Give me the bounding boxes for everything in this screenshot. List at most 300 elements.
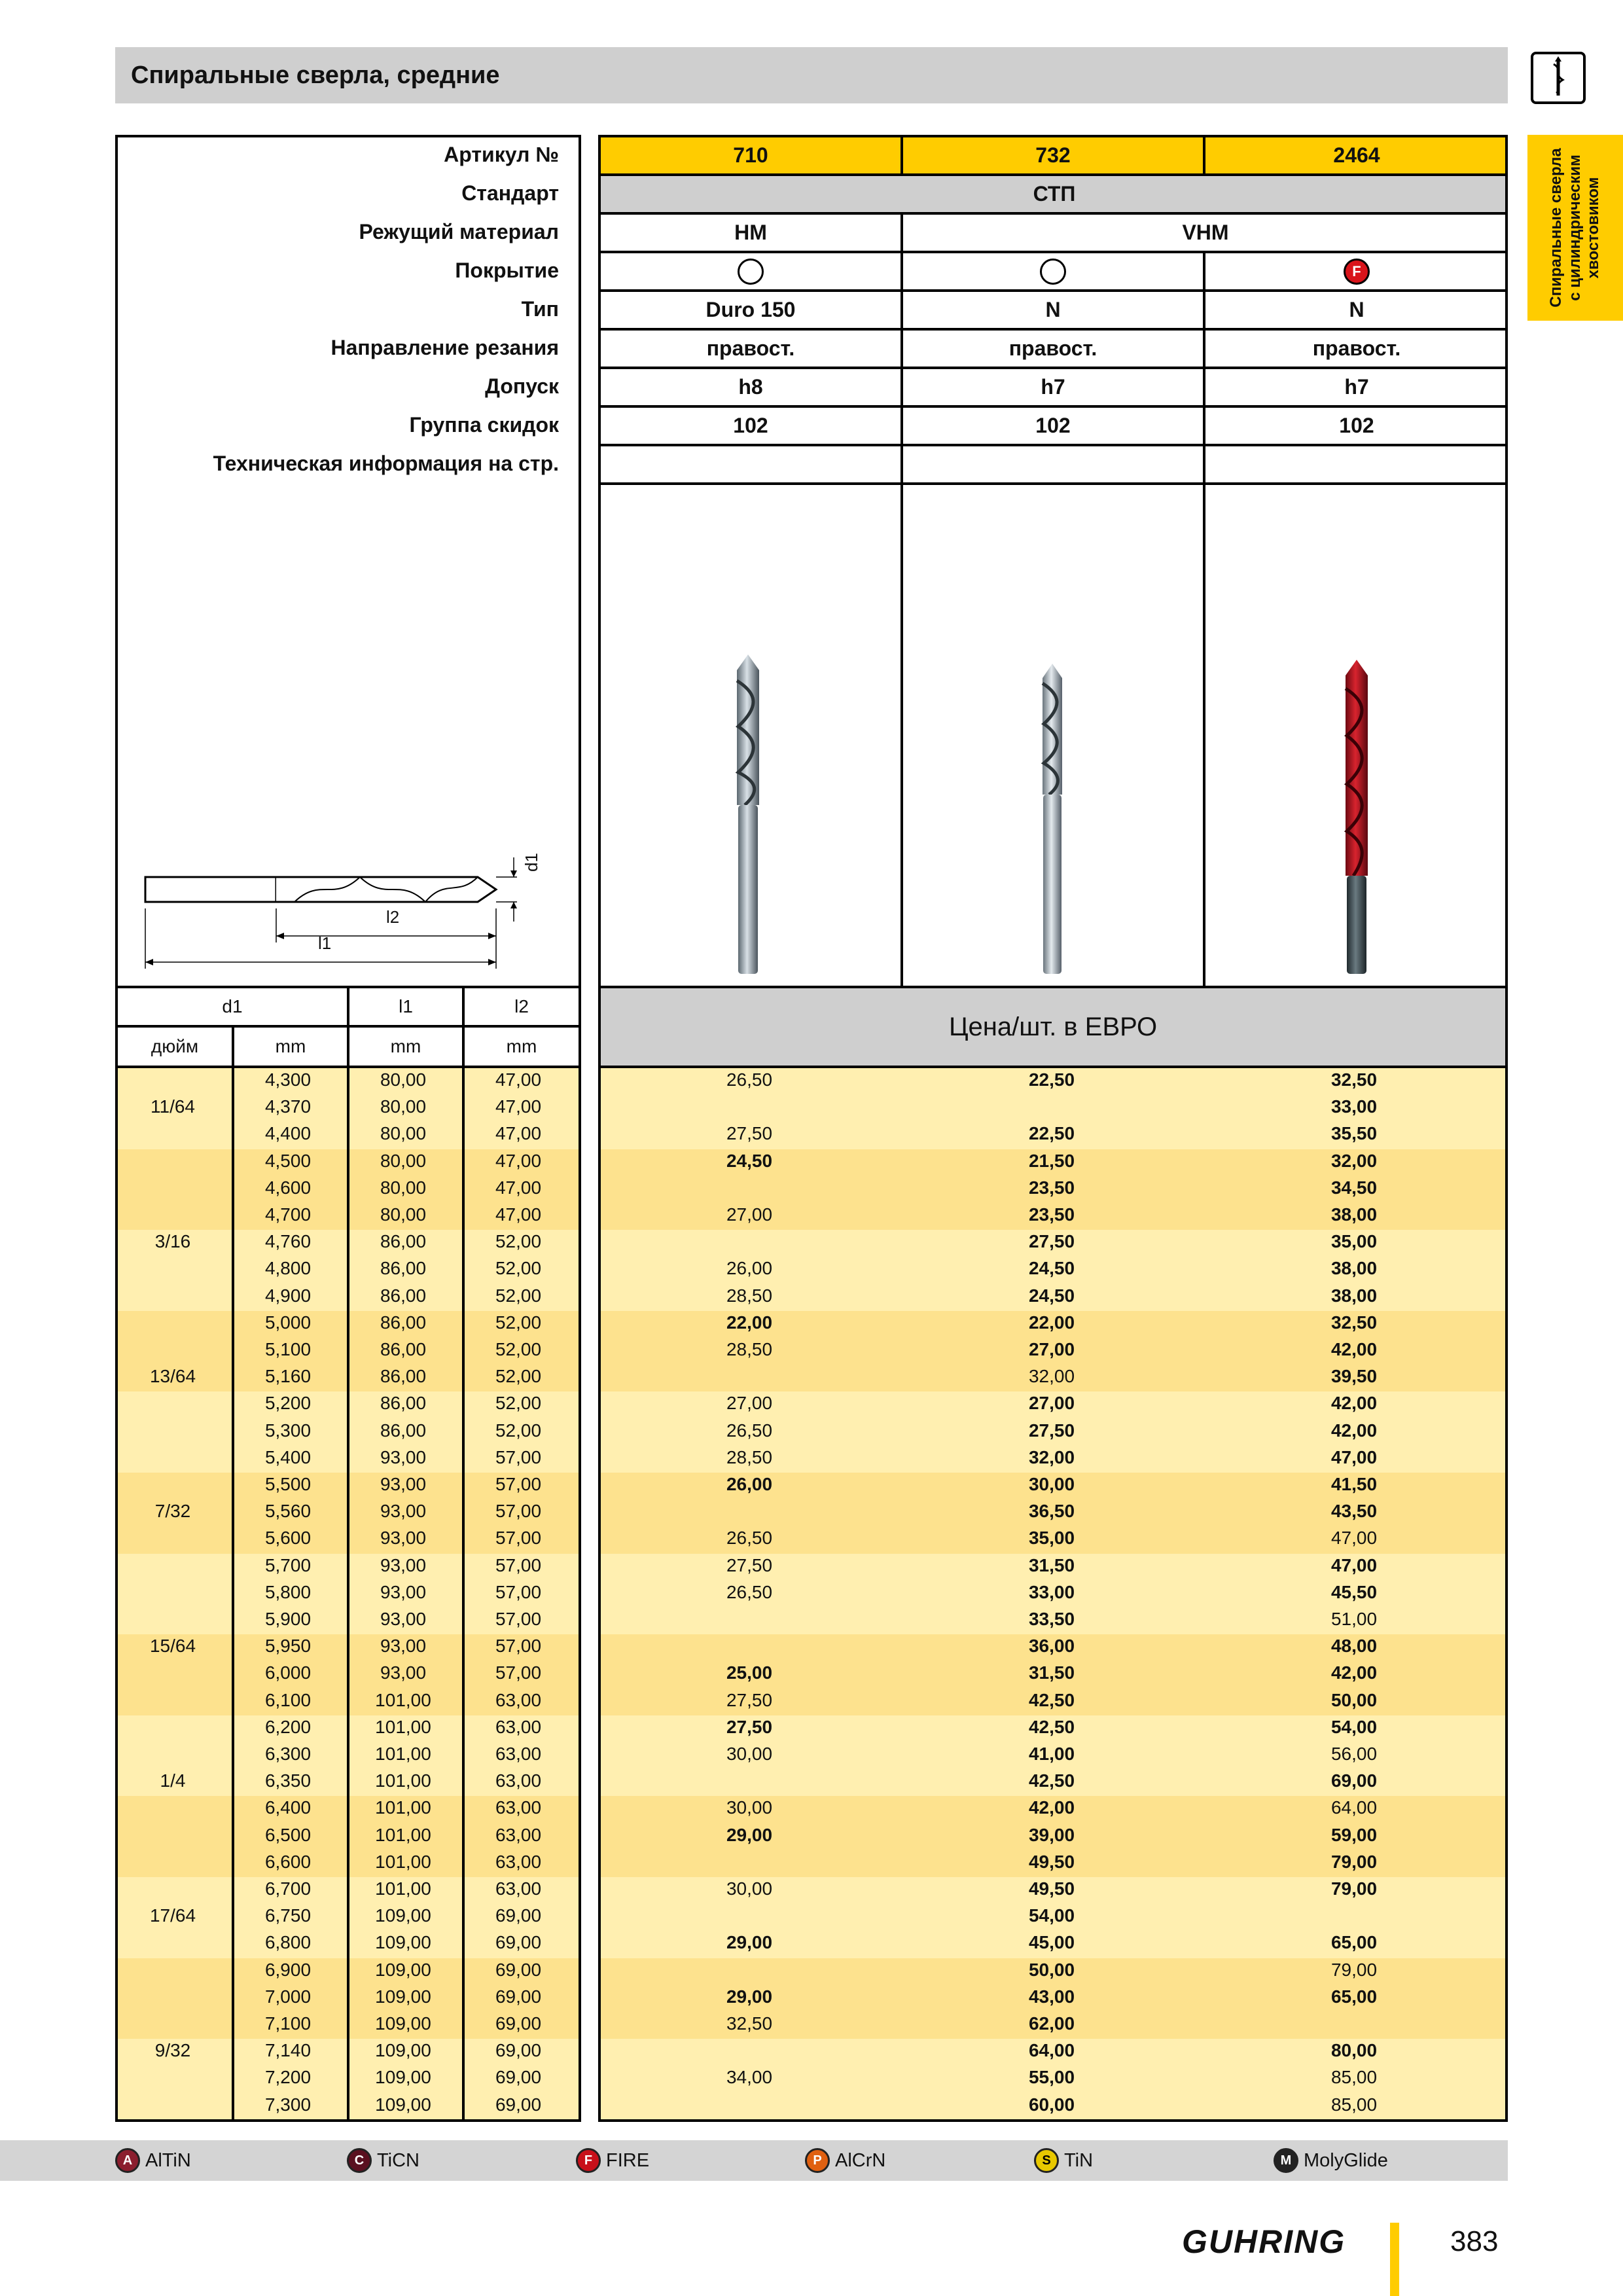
cell-price-710: 22,00 xyxy=(726,1312,773,1333)
cell-l1: 101,00 xyxy=(375,1797,431,1818)
cell-l1: 86,00 xyxy=(380,1231,427,1252)
cell-price-2464: 69,00 xyxy=(1330,1770,1378,1791)
cell-price-2464: 50,00 xyxy=(1330,1689,1378,1710)
cell-d1: 4,800 xyxy=(264,1258,312,1279)
cell-price-710: 27,50 xyxy=(726,1689,773,1710)
cell-price-2464: 47,00 xyxy=(1330,1446,1378,1467)
cell-price-710: 30,00 xyxy=(726,1878,773,1899)
cell-l2: 52,00 xyxy=(495,1366,542,1387)
cell-price-732: 42,50 xyxy=(1028,1770,1075,1791)
diagram-label-d1: d1 xyxy=(521,853,541,872)
cell-price-710: 27,00 xyxy=(726,1204,773,1225)
cell-price-732: 62,00 xyxy=(1028,2013,1075,2034)
cell-l2: 69,00 xyxy=(495,2094,542,2115)
cell-l1: 80,00 xyxy=(380,1123,427,1144)
cell-l1: 101,00 xyxy=(375,1824,431,1845)
drill-dimension-diagram xyxy=(137,831,517,982)
cell-l1: 93,00 xyxy=(380,1501,427,1522)
cell-l1: 109,00 xyxy=(375,1932,431,1953)
side-tab-line1: Спиральные сверла xyxy=(1546,148,1565,308)
cell-price-732: 27,50 xyxy=(1028,1420,1075,1441)
cell-price-2464: 47,00 xyxy=(1330,1554,1378,1575)
cell-d1: 5,600 xyxy=(264,1528,312,1549)
cell-d1: 6,000 xyxy=(264,1662,312,1683)
cell-l1: 101,00 xyxy=(375,1744,431,1764)
cell-price-732: 42,50 xyxy=(1028,1689,1075,1710)
cell-d1: 4,760 xyxy=(264,1231,312,1252)
spec-labels-panel xyxy=(115,135,581,988)
article-2464: 2464 xyxy=(1205,137,1508,173)
legend-label: FIRE xyxy=(606,2149,650,2171)
cell-price-732: 33,50 xyxy=(1028,1609,1075,1629)
direction-710: правост. xyxy=(706,336,795,360)
cell-d1: 6,500 xyxy=(264,1824,312,1845)
cell-d1: 4,700 xyxy=(264,1204,312,1225)
cell-price-732: 32,00 xyxy=(1028,1446,1075,1467)
cell-d1: 4,400 xyxy=(264,1123,312,1144)
label-coating: Покрытие xyxy=(455,259,559,282)
cell-price-732: 43,00 xyxy=(1028,1986,1075,2007)
cell-price-710: 26,50 xyxy=(726,1420,773,1441)
cell-d1: 5,200 xyxy=(264,1393,312,1414)
cell-d1: 6,700 xyxy=(264,1878,312,1899)
label-article: Артикул № xyxy=(444,143,559,166)
label-standard: Стандарт xyxy=(461,181,559,205)
coating-cell-732 xyxy=(903,253,1203,289)
cell-price-2464: 85,00 xyxy=(1330,2067,1378,2088)
side-tab-line2: с цилиндрическим xyxy=(1565,154,1584,301)
cell-price-2464: 64,00 xyxy=(1330,1797,1378,1818)
cell-price-2464: 38,00 xyxy=(1330,1258,1378,1279)
legend-label: AlTiN xyxy=(145,2149,191,2171)
drill-image-710 xyxy=(725,655,771,975)
page-title: Спиральные сверла, средние xyxy=(131,62,500,89)
cell-price-732: 54,00 xyxy=(1028,1905,1075,1926)
cell-l1: 101,00 xyxy=(375,1689,431,1710)
cell-price-2464: 32,50 xyxy=(1330,1069,1378,1090)
side-category-tab xyxy=(1527,135,1623,321)
cell-price-2464: 54,00 xyxy=(1330,1716,1378,1737)
cell-price-2464: 51,00 xyxy=(1330,1609,1378,1629)
cell-price-2464: 38,00 xyxy=(1330,1285,1378,1306)
cell-price-710: 26,00 xyxy=(726,1258,773,1279)
cell-price-732: 45,00 xyxy=(1028,1932,1075,1953)
cell-d1: 6,600 xyxy=(264,1851,312,1872)
cell-l2: 63,00 xyxy=(495,1797,542,1818)
drill-image-732 xyxy=(1029,664,1075,975)
cell-l2: 57,00 xyxy=(495,1581,542,1602)
cell-d1: 6,350 xyxy=(264,1770,312,1791)
cell-l2: 47,00 xyxy=(495,1123,542,1144)
cell-price-732: 27,50 xyxy=(1028,1231,1075,1252)
cell-price-2464: 42,00 xyxy=(1330,1339,1378,1359)
cell-l1: 80,00 xyxy=(380,1204,427,1225)
cell-price-2464: 41,50 xyxy=(1330,1474,1378,1494)
tolerance-710: h8 xyxy=(738,375,763,399)
cell-d1: 4,600 xyxy=(264,1177,312,1198)
cell-d1: 4,900 xyxy=(264,1285,312,1306)
cell-l2: 47,00 xyxy=(495,1069,542,1090)
article-732: 732 xyxy=(903,137,1203,173)
material-vhm: VHM xyxy=(1182,221,1229,244)
cell-price-732: 23,50 xyxy=(1028,1204,1075,1225)
cell-price-2464: 48,00 xyxy=(1330,1636,1378,1657)
cell-price-2464: 42,00 xyxy=(1330,1393,1378,1414)
cell-l2: 69,00 xyxy=(495,2013,542,2034)
cell-l1: 93,00 xyxy=(380,1581,427,1602)
cell-d1: 7,000 xyxy=(264,1986,312,2007)
cell-l2: 52,00 xyxy=(495,1231,542,1252)
cell-price-732: 39,00 xyxy=(1028,1824,1075,1845)
cell-d1: 7,200 xyxy=(264,2067,312,2088)
cell-l2: 63,00 xyxy=(495,1744,542,1764)
cell-l1: 101,00 xyxy=(375,1851,431,1872)
uncoated-icon xyxy=(1040,259,1066,285)
cell-price-710: 26,50 xyxy=(726,1069,773,1090)
cell-d1: 6,100 xyxy=(264,1689,312,1710)
coating-legend xyxy=(0,2140,1508,2181)
tin-coating-icon: S xyxy=(1034,2148,1059,2173)
cell-l1: 86,00 xyxy=(380,1366,427,1387)
cell-l1: 93,00 xyxy=(380,1609,427,1629)
cell-l1: 101,00 xyxy=(375,1716,431,1737)
cell-price-710: 28,50 xyxy=(726,1285,773,1306)
cell-l1: 109,00 xyxy=(375,1959,431,1980)
cell-l2: 47,00 xyxy=(495,1096,542,1117)
cell-inch: 9/32 xyxy=(154,2040,191,2061)
cell-l1: 80,00 xyxy=(380,1096,427,1117)
legend-label: MolyGlide xyxy=(1304,2149,1388,2171)
cell-price-732: 23,50 xyxy=(1028,1177,1075,1198)
cell-price-710: 28,50 xyxy=(726,1339,773,1359)
price-table-border xyxy=(598,1068,1508,2122)
cell-price-2464: 79,00 xyxy=(1330,1851,1378,1872)
cell-d1: 5,100 xyxy=(264,1339,312,1359)
cell-l1: 93,00 xyxy=(380,1528,427,1549)
cell-price-732: 24,50 xyxy=(1028,1285,1075,1306)
col-header-mm-l2: mm xyxy=(506,1036,537,1056)
legend-label: TiCN xyxy=(377,2149,419,2171)
cell-l1: 109,00 xyxy=(375,1905,431,1926)
cell-l1: 86,00 xyxy=(380,1285,427,1306)
discount-732: 102 xyxy=(1035,414,1071,437)
cell-price-732: 27,00 xyxy=(1028,1339,1075,1359)
tolerance-732: h7 xyxy=(1041,375,1065,399)
type-710: Duro 150 xyxy=(705,298,796,321)
altin-coating-icon: A xyxy=(115,2148,140,2173)
cell-l2: 57,00 xyxy=(495,1528,542,1549)
cell-price-710: 30,00 xyxy=(726,1744,773,1764)
cell-l2: 47,00 xyxy=(495,1204,542,1225)
cell-price-2464: 32,50 xyxy=(1330,1312,1378,1333)
cell-price-2464: 85,00 xyxy=(1330,2094,1378,2115)
cell-price-732: 22,50 xyxy=(1028,1123,1075,1144)
cell-l1: 101,00 xyxy=(375,1878,431,1899)
dimension-header xyxy=(115,988,581,1068)
cell-d1: 5,560 xyxy=(264,1501,312,1522)
cell-l1: 80,00 xyxy=(380,1150,427,1171)
article-710: 710 xyxy=(601,137,901,173)
cell-inch: 13/64 xyxy=(149,1366,196,1387)
cell-price-732: 60,00 xyxy=(1028,2094,1075,2115)
cell-d1: 7,100 xyxy=(264,2013,312,2034)
cell-price-732: 32,00 xyxy=(1028,1366,1075,1387)
cell-d1: 6,400 xyxy=(264,1797,312,1818)
coating-cell-2464 xyxy=(1205,253,1508,289)
cell-price-2464: 65,00 xyxy=(1330,1986,1378,2007)
col-header-mm-l1: mm xyxy=(390,1036,421,1056)
col-header-inch: дюйм xyxy=(151,1036,199,1056)
cell-price-2464: 34,50 xyxy=(1330,1177,1378,1198)
material-hm: HM xyxy=(734,221,767,244)
cell-price-732: 30,00 xyxy=(1028,1474,1075,1494)
legend-label: TiN xyxy=(1064,2149,1094,2171)
fire-coating-icon: F xyxy=(576,2148,601,2173)
label-discount: Группа скидок xyxy=(409,413,559,437)
cell-l2: 52,00 xyxy=(495,1393,542,1414)
legend-item-alcrn xyxy=(805,2148,885,2173)
discount-710: 102 xyxy=(733,414,768,437)
cell-l2: 69,00 xyxy=(495,1905,542,1926)
fire-coating-icon: F xyxy=(1344,259,1370,285)
cell-inch: 15/64 xyxy=(149,1636,196,1657)
cell-price-732: 42,00 xyxy=(1028,1797,1075,1818)
cell-price-2464: 32,00 xyxy=(1330,1150,1378,1171)
direction-2464: правост. xyxy=(1312,336,1401,360)
cell-price-732: 22,50 xyxy=(1028,1069,1075,1090)
direction-732: правост. xyxy=(1008,336,1097,360)
cell-d1: 5,000 xyxy=(264,1312,312,1333)
cell-d1: 6,750 xyxy=(264,1905,312,1926)
cell-price-2464: 42,00 xyxy=(1330,1420,1378,1441)
cell-l1: 109,00 xyxy=(375,2094,431,2115)
cell-l2: 52,00 xyxy=(495,1339,542,1359)
cell-inch: 7/32 xyxy=(154,1501,191,1522)
cell-l1: 86,00 xyxy=(380,1420,427,1441)
cell-price-710: 34,00 xyxy=(726,2067,773,2088)
cell-price-2464: 42,00 xyxy=(1330,1662,1378,1683)
cell-price-2464: 79,00 xyxy=(1330,1878,1378,1899)
type-2464: N xyxy=(1349,298,1364,321)
cell-l2: 52,00 xyxy=(495,1258,542,1279)
cell-price-2464: 39,50 xyxy=(1330,1366,1378,1387)
cell-price-732: 21,50 xyxy=(1028,1150,1075,1171)
page-number: 383 xyxy=(1450,2225,1499,2257)
alcrn-coating-icon: P xyxy=(805,2148,830,2173)
cell-l1: 93,00 xyxy=(380,1474,427,1494)
cell-price-710: 27,50 xyxy=(726,1554,773,1575)
cell-d1: 4,300 xyxy=(264,1069,312,1090)
cell-l1: 93,00 xyxy=(380,1662,427,1683)
cell-l1: 93,00 xyxy=(380,1554,427,1575)
cell-price-732: 33,00 xyxy=(1028,1581,1075,1602)
cell-price-2464: 79,00 xyxy=(1330,1959,1378,1980)
molyglide-coating-icon: M xyxy=(1274,2148,1298,2173)
cell-l2: 63,00 xyxy=(495,1824,542,1845)
uncoated-icon xyxy=(738,259,764,285)
cell-l1: 101,00 xyxy=(375,1770,431,1791)
product-header-panel xyxy=(598,135,1508,988)
cell-d1: 5,400 xyxy=(264,1446,312,1467)
cell-price-2464: 65,00 xyxy=(1330,1932,1378,1953)
cell-price-710: 27,00 xyxy=(726,1393,773,1414)
cell-d1: 7,300 xyxy=(264,2094,312,2115)
cell-d1: 5,700 xyxy=(264,1554,312,1575)
cell-d1: 5,300 xyxy=(264,1420,312,1441)
cell-l2: 57,00 xyxy=(495,1609,542,1629)
cell-price-732: 49,50 xyxy=(1028,1878,1075,1899)
cell-l2: 57,00 xyxy=(495,1554,542,1575)
cell-l1: 93,00 xyxy=(380,1636,427,1657)
legend-item-molyglide xyxy=(1274,2148,1388,2173)
cell-price-732: 31,50 xyxy=(1028,1554,1075,1575)
cell-d1: 5,160 xyxy=(264,1366,312,1387)
cell-price-732: 36,00 xyxy=(1028,1636,1075,1657)
cell-price-710: 27,50 xyxy=(726,1716,773,1737)
cell-l2: 69,00 xyxy=(495,1959,542,1980)
cell-d1: 4,500 xyxy=(264,1150,312,1171)
cell-inch: 11/64 xyxy=(151,1096,195,1117)
label-material: Режущий материал xyxy=(359,220,559,243)
cell-price-732: 64,00 xyxy=(1028,2040,1075,2061)
cell-inch: 3/16 xyxy=(154,1231,191,1252)
cell-price-2464: 59,00 xyxy=(1330,1824,1378,1845)
cell-l2: 63,00 xyxy=(495,1851,542,1872)
ticn-coating-icon: C xyxy=(347,2148,372,2173)
diagram-label-l1: l1 xyxy=(318,933,332,953)
page-title-bar xyxy=(115,47,1508,103)
cell-price-2464: 38,00 xyxy=(1330,1204,1378,1225)
cell-price-710: 26,00 xyxy=(726,1474,773,1494)
cell-l2: 69,00 xyxy=(495,2040,542,2061)
cell-price-710: 28,50 xyxy=(726,1446,773,1467)
cell-price-710: 26,50 xyxy=(726,1581,773,1602)
drill-image-2464 xyxy=(1334,660,1380,975)
standard-value: СТП xyxy=(601,176,1508,212)
cell-d1: 6,200 xyxy=(264,1716,312,1737)
cell-price-732: 49,50 xyxy=(1028,1851,1075,1872)
cell-price-2464: 56,00 xyxy=(1330,1744,1378,1764)
discount-2464: 102 xyxy=(1339,414,1374,437)
brand-logo: GUHRING xyxy=(1182,2223,1346,2260)
cell-l1: 86,00 xyxy=(380,1312,427,1333)
cell-price-710: 24,50 xyxy=(726,1150,773,1171)
cell-price-710: 29,00 xyxy=(726,1824,773,1845)
cell-d1: 5,950 xyxy=(264,1636,312,1657)
cell-l2: 52,00 xyxy=(495,1285,542,1306)
cell-d1: 5,500 xyxy=(264,1474,312,1494)
legend-label: AlCrN xyxy=(835,2149,886,2171)
cell-l1: 80,00 xyxy=(380,1069,427,1090)
cell-inch: 1/4 xyxy=(160,1770,186,1791)
cell-l2: 52,00 xyxy=(495,1312,542,1333)
cell-l1: 86,00 xyxy=(380,1393,427,1414)
cell-l2: 69,00 xyxy=(495,2067,542,2088)
type-732: N xyxy=(1045,298,1061,321)
cell-d1: 6,900 xyxy=(264,1959,312,1980)
cell-l2: 57,00 xyxy=(495,1636,542,1657)
label-tech-info: Техническая информация на стр. xyxy=(213,452,559,475)
cell-price-732: 41,00 xyxy=(1028,1744,1075,1764)
cell-d1: 5,900 xyxy=(264,1609,312,1629)
cell-price-732: 55,00 xyxy=(1028,2067,1075,2088)
cell-l2: 47,00 xyxy=(495,1177,542,1198)
cell-price-710: 29,00 xyxy=(726,1932,773,1953)
drill-category-icon xyxy=(1530,51,1586,105)
cell-price-710: 32,50 xyxy=(726,2013,773,2034)
cell-d1: 6,800 xyxy=(264,1932,312,1953)
col-header-l1: l1 xyxy=(399,996,413,1016)
diagram-label-l2: l2 xyxy=(386,907,400,927)
cell-price-732: 42,50 xyxy=(1028,1716,1075,1737)
cell-l2: 63,00 xyxy=(495,1716,542,1737)
cell-l2: 52,00 xyxy=(495,1420,542,1441)
cell-l2: 69,00 xyxy=(495,1932,542,1953)
cell-price-732: 22,00 xyxy=(1028,1312,1075,1333)
cell-d1: 4,370 xyxy=(264,1096,312,1117)
cell-l2: 57,00 xyxy=(495,1446,542,1467)
cell-d1: 6,300 xyxy=(264,1744,312,1764)
dimension-table-border xyxy=(115,1068,581,2122)
cell-price-2464: 45,50 xyxy=(1330,1581,1378,1602)
cell-price-732: 31,50 xyxy=(1028,1662,1075,1683)
cell-price-2464: 35,00 xyxy=(1330,1231,1378,1252)
label-direction: Направление резания xyxy=(330,336,559,359)
col-header-mm-d1: mm xyxy=(275,1036,306,1056)
col-header-l2: l2 xyxy=(514,996,529,1016)
col-header-d1: d1 xyxy=(222,996,243,1016)
cell-price-732: 27,00 xyxy=(1028,1393,1075,1414)
cell-price-732: 50,00 xyxy=(1028,1959,1075,1980)
cell-price-2464: 80,00 xyxy=(1330,2040,1378,2061)
cell-l1: 109,00 xyxy=(375,2067,431,2088)
cell-l1: 93,00 xyxy=(380,1446,427,1467)
legend-item-altin xyxy=(115,2148,191,2173)
cell-l2: 57,00 xyxy=(495,1662,542,1683)
cell-price-710: 25,00 xyxy=(726,1662,773,1683)
cell-l2: 63,00 xyxy=(495,1689,542,1710)
legend-item-ticn xyxy=(347,2148,419,2173)
cell-price-710: 26,50 xyxy=(726,1528,773,1549)
side-tab-line3: хвостовиком xyxy=(1584,177,1603,279)
legend-item-fire xyxy=(576,2148,649,2173)
coating-cell-710 xyxy=(601,253,901,289)
cell-price-732: 36,50 xyxy=(1028,1501,1075,1522)
cell-l1: 109,00 xyxy=(375,2040,431,2061)
cell-price-732: 24,50 xyxy=(1028,1258,1075,1279)
cell-l1: 80,00 xyxy=(380,1177,427,1198)
cell-l2: 57,00 xyxy=(495,1474,542,1494)
cell-l1: 86,00 xyxy=(380,1339,427,1359)
cell-price-732: 35,00 xyxy=(1028,1528,1075,1549)
legend-item-tin xyxy=(1034,2148,1093,2173)
cell-price-2464: 47,00 xyxy=(1330,1528,1378,1549)
cell-price-710: 29,00 xyxy=(726,1986,773,2007)
cell-l2: 63,00 xyxy=(495,1878,542,1899)
cell-l1: 109,00 xyxy=(375,1986,431,2007)
cell-d1: 5,800 xyxy=(264,1581,312,1602)
cell-l2: 63,00 xyxy=(495,1770,542,1791)
cell-l1: 109,00 xyxy=(375,2013,431,2034)
cell-price-2464: 43,50 xyxy=(1330,1501,1378,1522)
cell-l2: 57,00 xyxy=(495,1501,542,1522)
label-type: Тип xyxy=(521,297,559,321)
footer-accent-bar xyxy=(1390,2223,1399,2296)
label-tolerance: Допуск xyxy=(485,374,559,398)
cell-l1: 86,00 xyxy=(380,1258,427,1279)
cell-price-710: 30,00 xyxy=(726,1797,773,1818)
cell-d1: 7,140 xyxy=(264,2040,312,2061)
